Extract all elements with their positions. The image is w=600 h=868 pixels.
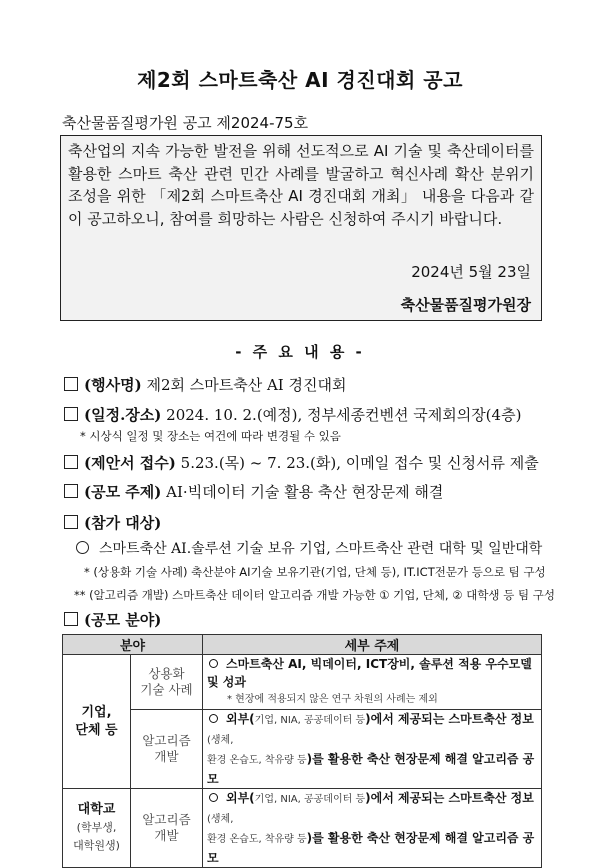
participants-note-1: * (상용화 기술 사례) 축산분야 AI기술 보유기관(기업, 단체 등), IT.ICT전문가 등으로 팀 구성 — [84, 565, 546, 579]
item-event-name: (행사명) 제2회 스마트축산 AI 경진대회 — [64, 374, 346, 395]
intro-box — [60, 135, 542, 321]
categories-table — [62, 634, 542, 868]
header-field: 분야 — [63, 635, 203, 655]
bullet-icon — [209, 659, 218, 668]
checkbox-icon — [64, 377, 78, 391]
signer: 축산물품질평가원장 — [400, 296, 531, 314]
page-title: 제2회 스마트축산 AI 경진대회 공고 — [137, 68, 463, 92]
checkbox-icon — [64, 515, 78, 529]
participants-note-2: ** (알고리즘 개발) 스마트축산 데이터 알고리즘 개발 가능한 ① 기업, 단체, ② 대학생 등 팀 구성 — [74, 588, 555, 602]
sub-algorithm-company: 알고리즘 개발 — [131, 710, 203, 789]
detail-algorithm-company: 외부(기업, NIA, 공공데이터 등)에서 제공되는 스마트축산 정보(생체, 환경 온습도, 착유량 등)를 활용한 축산 현장문제 해결 알고리즘 공모 — [203, 710, 542, 789]
sub-commercial: 상용화 기술 사례 — [131, 655, 203, 710]
participants-main: 스마트축산 AI.솔루션 기술 보유 기업, 스마트축산 관련 대학 및 일반대학 — [76, 538, 542, 558]
sub-algorithm-university: 알고리즘 개발 — [131, 789, 203, 868]
item-categories: (공모 분야) — [64, 609, 161, 630]
header-detail: 세부 주제 — [203, 635, 542, 655]
schedule-note: * 시상식 일정 및 장소는 여건에 따라 변경될 수 있음 — [80, 429, 341, 443]
category-university: 대학교 (학부생, 대학원생) — [63, 789, 131, 868]
section-title: - 주 요 내 용 - — [235, 343, 365, 361]
item-participants: (참가 대상) — [64, 512, 161, 533]
checkbox-icon — [64, 455, 78, 469]
item-submission: (제안서 접수) 5.23.(목) ~ 7. 23.(화), 이메일 접수 및 신청서류 제출 — [64, 452, 539, 473]
circle-bullet-icon — [76, 541, 89, 554]
notice-date: 2024년 5월 23일 — [411, 263, 531, 281]
detail-commercial: 스마트축산 AI, 빅데이터, ICT장비, 솔루션 적용 우수모델 및 성과 * 현장에 적용되지 않은 연구 차원의 사례는 제외 — [203, 655, 542, 710]
checkbox-icon — [64, 484, 78, 498]
bullet-icon — [209, 714, 218, 723]
item-theme: (공모 주제) AI·빅데이터 기술 활용 축산 현장문제 해결 — [64, 481, 443, 502]
checkbox-icon — [64, 407, 78, 421]
item-schedule: (일정.장소) 2024. 10. 2.(예정), 정부세종컨벤션 국제회의장(4층) — [64, 404, 521, 425]
category-company: 기업, 단체 등 — [63, 655, 131, 789]
bullet-icon — [209, 793, 218, 802]
checkbox-icon — [64, 612, 78, 626]
notice-number: 축산물품질평가원 공고 제2024-75호 — [62, 114, 309, 132]
detail-algorithm-university: 외부(기업, NIA, 공공데이터 등)에서 제공되는 스마트축산 정보(생체, 환경 온습도, 착유량 등)를 활용한 축산 현장문제 해결 알고리즘 공모 — [203, 789, 542, 868]
intro-text: 축산업의 지속 가능한 발전을 위해 선도적으로 AI 기술 및 축산데이터를 활용한 스마트 축산 관련 민간 사례를 발굴하고 혁신사례 확산 분위기 조성을 위한 「제2회 스마트축산 AI 경진대회 개최」 내용을 다음과 같이 공고하오니, 참여를 희망하는 사람은 신청하여 주시기 바랍니다. — [68, 142, 534, 228]
